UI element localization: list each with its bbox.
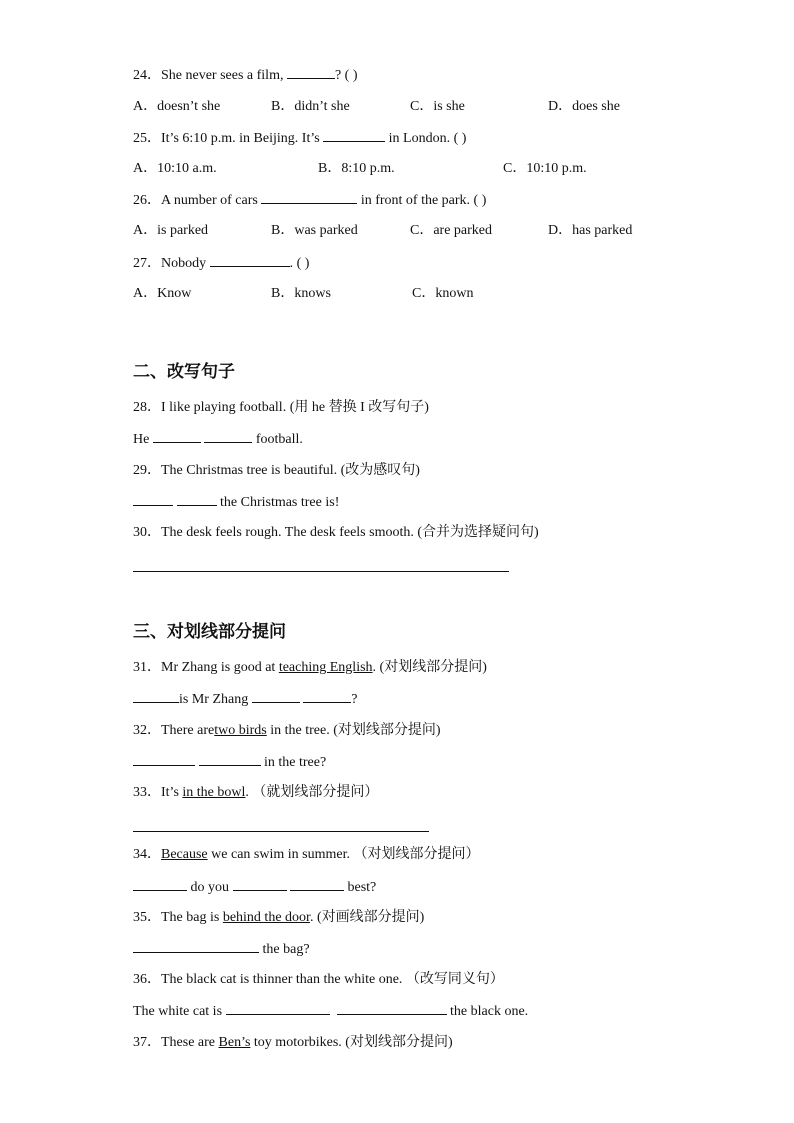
answer-blank[interactable] (177, 493, 217, 506)
question-31: 31．Mr Zhang is good at teaching English. (对划线部分提问) (133, 660, 487, 675)
question-24: 24．She never sees a film, ? ( ) (133, 68, 358, 83)
answer-line-29: the Christmas tree is! (133, 493, 339, 512)
answer-blank[interactable] (290, 878, 344, 891)
answer-blank[interactable] (226, 1002, 330, 1015)
option-a[interactable]: A．10:10 a.m. (133, 161, 217, 176)
answer-blank[interactable] (133, 940, 259, 953)
answer-blank[interactable] (252, 690, 300, 703)
answer-blank[interactable] (233, 878, 287, 891)
question-34: 34．Because we can swim in summer. （对划线部分提问） (133, 847, 480, 862)
option-c[interactable]: C．10:10 p.m. (503, 161, 587, 176)
option-d[interactable]: D．does she (548, 99, 620, 114)
question-30: 30．The desk feels rough. The desk feels smooth. (合并为选择疑问句) (133, 525, 539, 540)
answer-blank[interactable] (287, 66, 335, 79)
answer-blank[interactable] (153, 430, 201, 443)
answer-blank[interactable] (133, 690, 179, 703)
underlined-phrase: in the bowl (182, 785, 246, 800)
underlined-phrase: teaching English (278, 660, 373, 675)
answer-blank[interactable] (323, 129, 385, 142)
option-c[interactable]: C．known (412, 286, 474, 301)
answer-blank[interactable] (337, 1002, 447, 1015)
answer-blank[interactable] (303, 690, 351, 703)
question-35: 35．The bag is behind the door. (对画线部分提问) (133, 910, 425, 925)
answer-line-28: He football. (133, 432, 303, 447)
option-a[interactable]: A．is parked (133, 223, 209, 238)
answer-blank[interactable] (133, 878, 187, 891)
question-32: 32．There aretwo birds in the tree. (对划线部分提问) (133, 723, 441, 738)
answer-blank[interactable] (133, 753, 195, 766)
answer-line-30[interactable] (133, 571, 509, 572)
underlined-phrase: behind the door (222, 910, 310, 925)
answer-line-33[interactable] (133, 831, 429, 832)
section-heading-rewrite: 二、改写句子 (133, 362, 235, 382)
answer-blank[interactable] (204, 430, 252, 443)
question-27: 27．Nobody . ( ) (133, 256, 310, 271)
option-b[interactable]: B．didn’t she (271, 99, 350, 114)
option-a[interactable]: A．doesn’t she (133, 99, 221, 114)
question-26: 26．A number of cars in front of the park. ( ) (133, 193, 487, 208)
underlined-phrase: Because (161, 847, 208, 862)
option-d[interactable]: D．has parked (548, 223, 633, 238)
question-33: 33．It’s in the bowl. （就划线部分提问） (133, 785, 379, 800)
option-a[interactable]: A．Know (133, 286, 192, 301)
answer-line-36: The white cat is the black one. (133, 1004, 529, 1019)
answer-blank[interactable] (199, 753, 261, 766)
question-28: 28．I like playing football. (用 he 替换 I 改写句子) (133, 400, 429, 415)
question-25: 25．It’s 6:10 p.m. in Beijing. It’s in London. ( ) (133, 131, 467, 146)
answer-line-31: is Mr Zhang ? (133, 690, 357, 709)
option-b[interactable]: B．8:10 p.m. (318, 161, 395, 176)
question-37: 37．These are Ben’s toy motorbikes. (对划线部分提问) (133, 1035, 453, 1050)
underlined-phrase: Ben’s (218, 1035, 251, 1050)
answer-blank[interactable] (210, 254, 290, 267)
question-24-stem: 24．She never sees a film, (133, 68, 284, 83)
option-b[interactable]: B．was parked (271, 223, 358, 238)
option-b[interactable]: B．knows (271, 286, 331, 301)
question-36: 36．The black cat is thinner than the white one. （改写同义句） (133, 972, 504, 987)
option-c[interactable]: C．are parked (410, 223, 493, 238)
section-heading-question: 三、对划线部分提问 (133, 622, 286, 642)
answer-blank[interactable] (261, 191, 357, 204)
answer-line-32: in the tree? (133, 753, 326, 772)
answer-line-35: the bag? (133, 940, 310, 959)
answer-blank[interactable] (133, 493, 173, 506)
option-c[interactable]: C．is she (410, 99, 465, 114)
question-29: 29．The Christmas tree is beautiful. (改为感叹句) (133, 463, 420, 478)
answer-line-34: do you best? (133, 878, 376, 897)
underlined-phrase: two birds (214, 723, 267, 738)
